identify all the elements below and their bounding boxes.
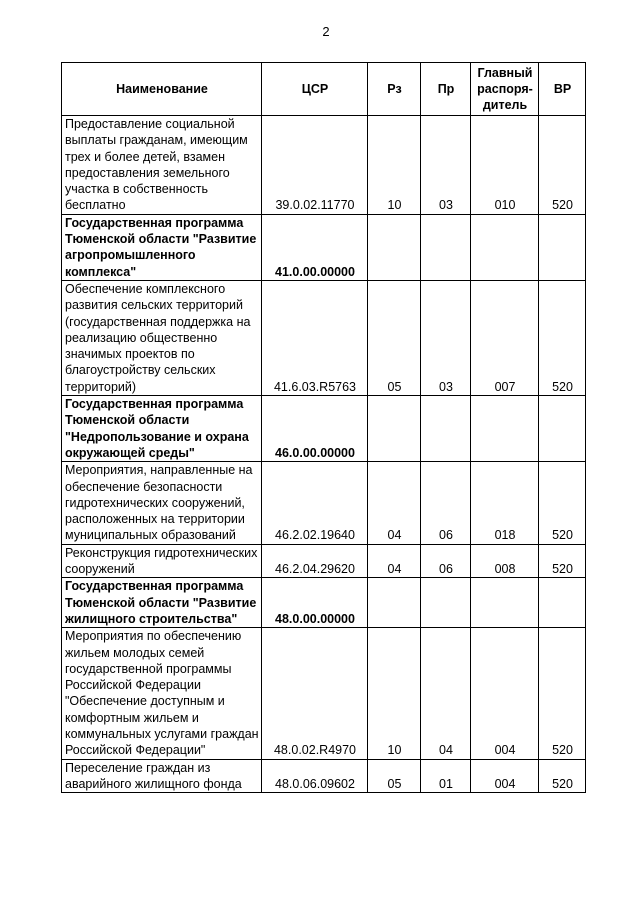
- cell-pr: 01: [421, 759, 471, 793]
- cell-csr: 48.0.00.00000: [262, 578, 368, 628]
- cell-gr: 007: [471, 280, 539, 395]
- cell-name: Предоставление социальной выплаты гражданам, имеющим трех и более детей, взамен предоставления земельного участка в собственность бесплатно: [62, 116, 262, 215]
- cell-vr: [539, 214, 586, 280]
- column-header-vr: ВР: [539, 63, 586, 116]
- column-header-pr: Пр: [421, 63, 471, 116]
- table-row: [62, 116, 586, 215]
- cell-vr: 520: [539, 280, 586, 395]
- cell-name: Государственная программа Тюменской области "Развитие агропромышленного комплекса": [62, 214, 262, 280]
- column-header-rz: Рз: [368, 63, 421, 116]
- cell-rz: [368, 396, 421, 462]
- cell-name: Государственная программа Тюменской области "Недропользование и охрана окружающей среды": [62, 396, 262, 462]
- cell-gr: [471, 214, 539, 280]
- cell-csr: 46.2.02.19640: [262, 462, 368, 544]
- cell-pr: 03: [421, 116, 471, 215]
- cell-csr: 39.0.02.11770: [262, 116, 368, 215]
- cell-gr: 010: [471, 116, 539, 215]
- cell-csr: 46.2.04.29620: [262, 544, 368, 578]
- cell-pr: 04: [421, 628, 471, 759]
- cell-pr: [421, 578, 471, 628]
- column-header-csr: ЦСР: [262, 63, 368, 116]
- cell-pr: 06: [421, 462, 471, 544]
- cell-rz: 04: [368, 462, 421, 544]
- cell-name: Государственная программа Тюменской области "Развитие жилищного строительства": [62, 578, 262, 628]
- table-row: [62, 280, 586, 395]
- budget-table: [61, 62, 586, 793]
- cell-pr: [421, 214, 471, 280]
- cell-pr: 06: [421, 544, 471, 578]
- cell-vr: 520: [539, 462, 586, 544]
- cell-name: Обеспечение комплексного развития сельских территорий (государственная поддержка на реализацию общественно значимых проектов по благоустройству сельских территорий): [62, 280, 262, 395]
- program-row: [62, 578, 586, 628]
- cell-vr: 520: [539, 544, 586, 578]
- cell-vr: [539, 578, 586, 628]
- cell-gr: [471, 578, 539, 628]
- cell-vr: 520: [539, 628, 586, 759]
- column-header-name: Наименование: [62, 63, 262, 116]
- cell-vr: 520: [539, 116, 586, 215]
- cell-rz: 04: [368, 544, 421, 578]
- cell-rz: [368, 578, 421, 628]
- cell-gr: 008: [471, 544, 539, 578]
- cell-csr: 46.0.00.00000: [262, 396, 368, 462]
- cell-csr: 41.6.03.R5763: [262, 280, 368, 395]
- cell-name: Мероприятия по обеспечению жильем молодых семей государственной программы Российской Федерации "Обеспечение доступным и комфортным жильем и коммунальных услугами граждан Российской Федерации": [62, 628, 262, 759]
- cell-gr: 004: [471, 759, 539, 793]
- column-header-chief-administrator: Главный распоря-дитель: [471, 63, 539, 116]
- program-row: [62, 214, 586, 280]
- cell-rz: 05: [368, 759, 421, 793]
- cell-rz: 05: [368, 280, 421, 395]
- cell-gr: 018: [471, 462, 539, 544]
- table-header-row: [62, 63, 586, 116]
- cell-vr: 520: [539, 759, 586, 793]
- cell-gr: 004: [471, 628, 539, 759]
- table-row: [62, 462, 586, 544]
- cell-vr: [539, 396, 586, 462]
- cell-csr: 41.0.00.00000: [262, 214, 368, 280]
- cell-rz: 10: [368, 116, 421, 215]
- cell-rz: 10: [368, 628, 421, 759]
- cell-name: Переселение граждан из аварийного жилищного фонда: [62, 759, 262, 793]
- cell-name: Мероприятия, направленные на обеспечение безопасности гидротехнических сооружений, расположенных на территории муниципальных образований: [62, 462, 262, 544]
- cell-pr: [421, 396, 471, 462]
- cell-gr: [471, 396, 539, 462]
- page-number: 2: [322, 24, 330, 39]
- cell-name: Реконструкция гидротехнических сооружений: [62, 544, 262, 578]
- table-row: [62, 759, 586, 793]
- cell-rz: [368, 214, 421, 280]
- table-row: [62, 544, 586, 578]
- cell-csr: 48.0.02.R4970: [262, 628, 368, 759]
- table-row: [62, 628, 586, 759]
- program-row: [62, 396, 586, 462]
- cell-pr: 03: [421, 280, 471, 395]
- cell-csr: 48.0.06.09602: [262, 759, 368, 793]
